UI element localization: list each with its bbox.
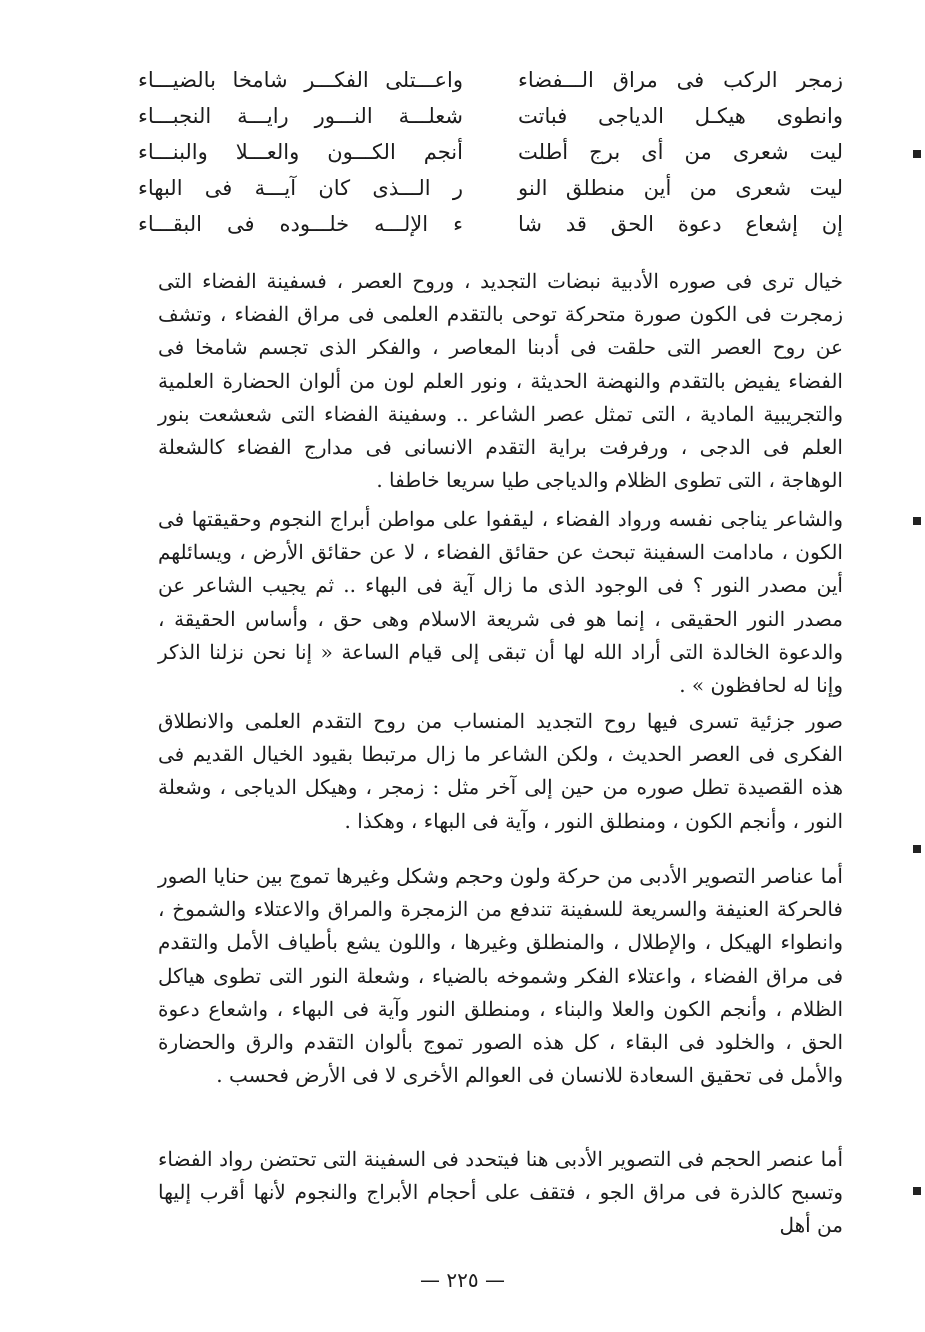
poem-verses [138,62,843,242]
margin-mark [913,150,921,158]
verse-second-hemistich: ء الإلـــه خلـــوده فى البقـــاء [138,212,463,236]
body-paragraph: والشاعر يناجى نفسه ورواد الفضاء ، ليقفوا على مواطن أبراج النجوم وحقيقتها فى الكون ، مادامت السفينة تبحث عن حقائق الفضاء ، لا عن حقائق الأرض ، ويسائلهم أين مصدر النور ؟ فى الوجود الذى ما زال آية فى البهاء .. ثم يجيب الشاعر عن مصدر النور الحقيقى ، إنما هو فى شريعة الاسلام وهى حق ، وأساس الحقيقة ، والدعوة الخالدة التى أراد الله لها أن تبقى إلى قيام الساعة « إنا نحن نزلنا الذكر وإنا له لحافظون » . [158,507,843,698]
verse-second-hemistich: واعـــتلى الفكـــر شامخا بالضيـــاء [138,68,463,92]
poem-verse [138,170,843,206]
verse-first-hemistich: ليت شعرى من أى برج أطلت [518,140,843,164]
body-paragraph: صور جزئية تسرى فيها روح التجديد المنساب من روح التقدم العلمى والانطلاق الفكرى فى العصر الحديث ، ولكن الشاعر ما زال مرتبطا بقيود الخيال القديم فى هذه القصيدة تطل صوره من حين إلى آخر مثل : زمجر ، وهيكل الدياجى ، وشعلة النور ، وأنجم الكون ، ومنطلق النور ، وآية فى البهاء ، وهكذا . [158,709,843,833]
verse-second-hemistich: أنجم الكـــون والعـــلا والبنـــاء [138,140,463,164]
margin-mark [913,1187,921,1195]
poem-verse [138,134,843,170]
verse-first-hemistich: إن إشعاع دعوة الحق قد شا [518,212,843,236]
page-number: — ٢٢٥ — [420,1268,505,1292]
verse-second-hemistich: شعلـــة النـــور رايـــة النجبـــاء [138,104,463,128]
verse-first-hemistich: وانطوى هيكـل الدياجى فباتت [518,104,843,128]
body-paragraph: أما عناصر التصوير الأدبى من حركة ولون وحجم وشكل وغيرها تموج بين حنايا الصور فالحركة العنيفة والسريعة للسفينة تندفع من الزمجرة والمراق والاعتلاء والشموخ ، وانطواء الهيكل ، والإطلال ، والمنطلق وغيرها ، واللون يشع بأطياف الأمل والتقدم فى مراق الفضاء ، واعتلاء الفكر وشموخه بالضياء ، وشعلة النور التى تطوى هياكل الظلام ، وأنجم الكون والعلا والبناء ، ومنطلق النور وآية فى البهاء ، واشعاع دعوة الحق ، والخلود فى البقاء ، كل هذه الصور تموج بألوان التقدم والرق والحضارة والأمل فى تحقيق السعادة للانسان فى العوالم الأخرى لا فى الأرض فحسب . [158,864,843,1088]
poem-verse [138,62,843,98]
poem-verse [138,98,843,134]
margin-mark [913,517,921,525]
verse-first-hemistich: ليت شعرى من أين منطلق النو [518,176,843,200]
poem-verse [138,206,843,242]
body-paragraph: أما عنصر الحجم فى التصوير الأدبى هنا فيتحدد فى السفينة التى تحتضن رواد الفضاء وتسبح كالذرة فى مراق الجو ، فتقف على أحجام الأبراج والنجوم لأنها أقرب إليها من أهل [158,1147,844,1238]
margin-mark [913,845,921,853]
body-paragraph: خيال ترى فى صوره الأدبية نبضات التجديد ، وروح العصر ، فسفينة الفضاء التى زمجرت فى الكون صورة متحركة توحى بالتقدم العلمى فى مراق الفضاء ، وتشف عن روح العصر التى حلقت فى أدبنا المعاصر ، والفكر الذى تجسم شامخا فى الفضاء يفيض بالتقدم والنهضة الحديثة ، ونور العلم لون من ألوان الحضارة العلمية والتجريبية المادية ، التى تمثل عصر الشاعر .. وسفينة الفضاء التى شعشعت بنور العلم فى الدجى ، ورفرفت براية التقدم الانسانى فى مدارج الفضاء كالشعلة الوهاجة ، التى تطوى الظلام والدياجى طيا سريعا خاطفا . [158,269,843,493]
verse-second-hemistich: ر الـــذى كان آيـــة فى البهاء [138,176,463,200]
verse-first-hemistich: زمجر الركب فى مراق الـــفضاء [518,68,843,92]
